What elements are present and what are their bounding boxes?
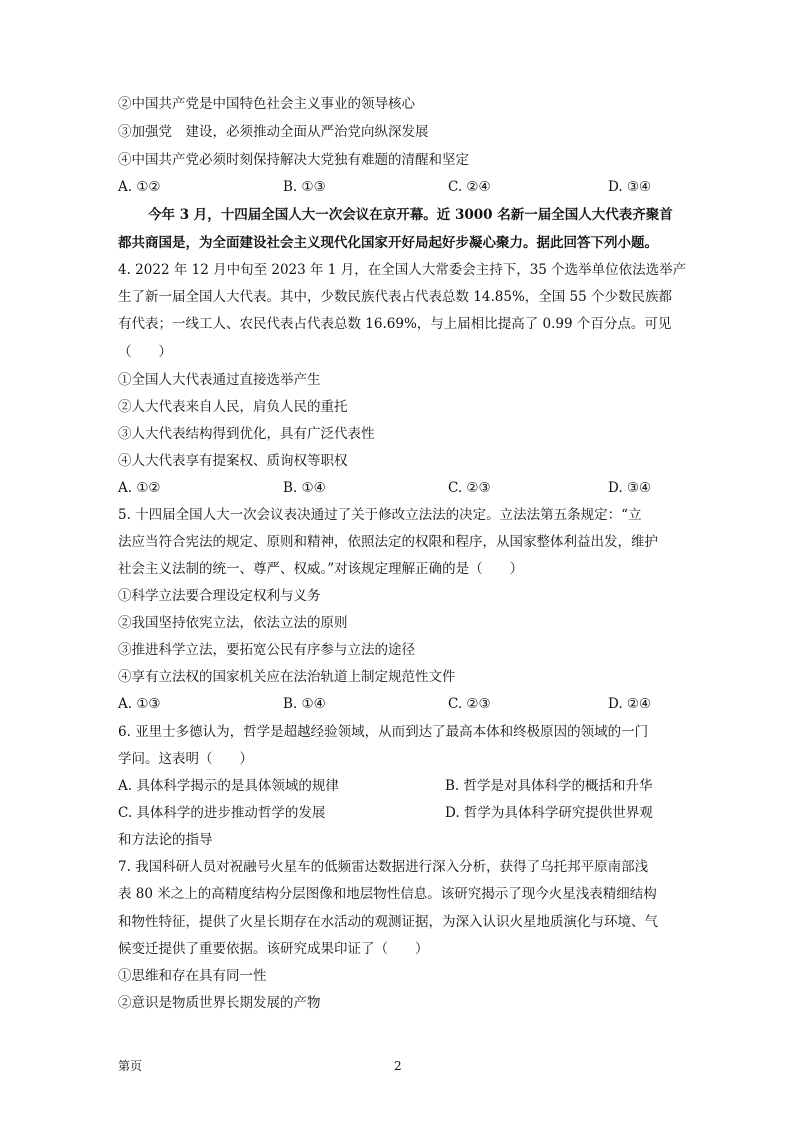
material-line-1: 今年 3 月，十四届全国人大一次会议在京开幕。近 3000 名新一届全国人大代表齐聚首 xyxy=(148,207,673,223)
q4-stem-3: 有代表；一线工人、农民代表占代表总数 16.69%，与上届相比提高了 0.99 个百分点。可见 xyxy=(118,316,672,332)
q5-option-b: B. ①④ xyxy=(283,696,326,712)
q5-item-4: ④享有立法权的国家机关应在法治轨道上制定规范性文件 xyxy=(118,669,456,685)
q5-option-a: A. ①③ xyxy=(118,696,161,712)
q3-option-a: A. ①② xyxy=(118,179,161,195)
q5-stem-1: 5. 十四届全国人大一次会议表决通过了关于修改立法法的决定。立法法第五条规定：“立 xyxy=(118,507,642,523)
q6-option-a: A. 具体科学揭示的是具体领域的规律 xyxy=(118,778,339,794)
q3-options xyxy=(118,177,678,197)
q5-item-1: ①科学立法要合理设定权利与义务 xyxy=(118,588,321,604)
q3-item-3: ③加强党 建设，必须推动全面从严治党向纵深发展 xyxy=(118,124,429,140)
q5-option-c: C. ②③ xyxy=(448,696,491,712)
q4-option-b: B. ①④ xyxy=(283,480,326,496)
q7-stem-4: 候变迁提供了重要依据。该研究成果印证了（ ） xyxy=(118,941,429,957)
q6-option-d: D. 哲学为具体科学研究提供世界观 xyxy=(445,805,653,821)
q3-option-d: D. ③④ xyxy=(608,179,652,195)
q4-options xyxy=(118,478,678,498)
q5-item-2: ②我国坚持依宪立法，依法立法的原则 xyxy=(118,615,348,631)
q6-option-b: B. 哲学是对具体科学的概括和升华 xyxy=(445,778,653,794)
q3-option-b: B. ①③ xyxy=(283,179,326,195)
q4-item-4: ④人大代表享有提案权、质询权等职权 xyxy=(118,453,348,469)
q6-option-c: C. 具体科学的进步推动哲学的发展 xyxy=(118,805,326,821)
q5-stem-2: 法应当符合宪法的规定、原则和精神，依照法定的权限和程序，从国家整体利益出发，维护 xyxy=(118,534,658,550)
q5-item-3: ③推进科学立法，要拓宽公民有序参与立法的途径 xyxy=(118,642,415,658)
q6-stem-2: 学问。这表明（ ） xyxy=(118,751,253,767)
q7-stem-3: 和物性特征，提供了火星长期存在水活动的观测证据，为深入认识火星地质演化与环境、气 xyxy=(118,914,658,930)
q7-stem-2: 表 80 米之上的高精度结构分层图像和地层物性信息。该研究揭示了现今火星浅表精细结构 xyxy=(118,886,657,902)
q3-option-c: C. ②④ xyxy=(448,179,491,195)
q4-stem-1: 4. 2022 年 12 月中旬至 2023 年 1 月，在全国人大常委会主持下，35 个选举单位依法选举产 xyxy=(118,262,687,278)
q3-item-2: ②中国共产党是中国特色社会主义事业的领导核心 xyxy=(118,96,415,112)
q3-item-4: ④中国共产党必须时刻保持解决大党独有难题的清醒和坚定 xyxy=(118,152,469,168)
q4-stem-2: 生了新一届全国人大代表。其中，少数民族代表占代表总数 14.85%，全国 55 个少数民族都 xyxy=(118,289,673,305)
q4-item-3: ③人大代表结构得到优化，具有广泛代表性 xyxy=(118,426,375,442)
q7-stem-1: 7. 我国科研人员对祝融号火星车的低频雷达数据进行深入分析，获得了乌托邦平原南部浅 xyxy=(118,859,649,875)
q6-options-row-2 xyxy=(118,803,678,823)
q4-item-2: ②人大代表来自人民，肩负人民的重托 xyxy=(118,399,348,415)
q5-stem-3: 社会主义法制的统一、尊严、权威。”对该规定理解正确的是（ ） xyxy=(118,561,524,577)
q4-option-d: D. ③④ xyxy=(608,480,652,496)
q7-item-2: ②意识是物质世界长期发展的产物 xyxy=(118,995,321,1011)
q7-item-1: ①思维和存在具有同一性 xyxy=(118,968,267,984)
q4-option-a: A. ①② xyxy=(118,480,161,496)
material-line-2: 都共商国是，为全面建设社会主义现代化国家开好局起好步凝心聚力。据此回答下列小题。 xyxy=(118,235,658,251)
q6-options-row-1 xyxy=(118,776,678,796)
q6-option-d-continuation: 和方法论的指导 xyxy=(118,832,213,848)
q4-option-c: C. ②③ xyxy=(448,480,491,496)
footer-page-number: 2 xyxy=(394,1059,402,1073)
footer-page-label: 第页 xyxy=(118,1059,143,1073)
q5-option-d: D. ②④ xyxy=(608,696,652,712)
q5-options xyxy=(118,694,678,714)
q6-stem-1: 6. 亚里士多德认为，哲学是超越经验领域，从而到达了最高本体和终极原因的领域的一门 xyxy=(118,724,649,740)
q4-stem-4: （ ） xyxy=(118,344,172,360)
q4-item-1: ①全国人大代表通过直接选举产生 xyxy=(118,372,321,388)
